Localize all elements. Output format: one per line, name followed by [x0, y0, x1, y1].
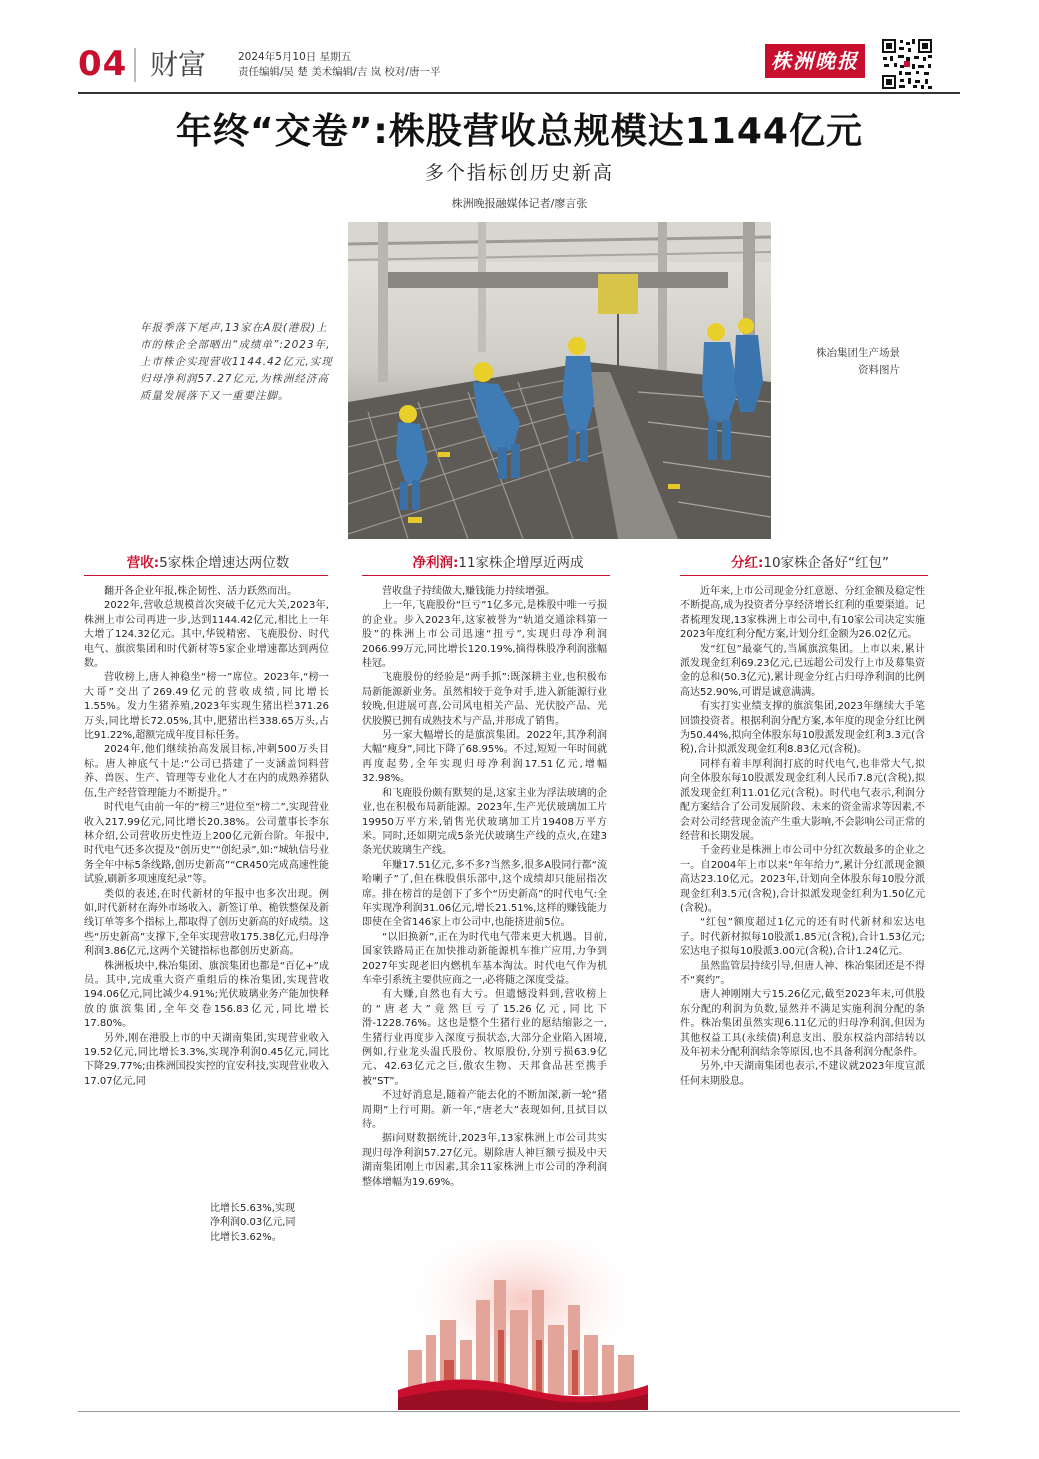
paragraph: 虽然监管层持续引导,但唐人神、株冶集团还是不得不“爽约”。 — [680, 960, 925, 986]
subheadline: 多个指标创历史新高 — [424, 162, 614, 184]
header-divider — [134, 48, 136, 82]
column-rule — [680, 575, 928, 576]
paragraph: 另外,中天湖南集团也表示,不建议就2023年度宣派任何末期股息。 — [680, 1061, 925, 1087]
factory-photo — [348, 222, 771, 539]
paragraph: 营收盘子持续做大,赚钱能力持续增强。 — [382, 586, 556, 597]
paragraph: 有大赚,自然也有大亏。但遗憾没料到,营收榜上的“唐老大”竟然巨亏了15.26亿元,同比下滑-1228.76%。这也是整个生猪行业的愿结缩影之一,生猪行业再度步入深度亏损状态,大部分企业陷入困境,例如,行业龙头温氏股份、牧原股份,分别亏损63.9亿元、42.63亿元之巨,傲农生物、天邦食品甚至携手被“ST”。 — [362, 989, 607, 1087]
section-name: 财富 — [150, 48, 207, 81]
column-header-text: 11家株企增厚近两成 — [458, 555, 584, 571]
column-header-label: 分红: — [730, 555, 764, 571]
paragraph: 同样有着丰厚利润打底的时代电气,也非常大气,拟向全体股东每10股派发现金红利人民币7.8元(含税),拟派发现金红利11.01亿元(含税)。时代电气表示,利润分配方案结合了公司发展阶段、未来的资金需求等因素,不会对公司经营现金流产生重大影响,不会影响公司正常的经营和长期发展。 — [680, 758, 925, 842]
paragraph: 另外,刚在港股上市的中天湖南集团,实现营业收入19.52亿元,同比增长3.3%,实现净利润0.45亿元,同比下降29.77%;由株洲国投实控的宜安科技,实现营业收入17.07亿元,同 — [84, 1032, 329, 1087]
byline: 株洲晚报融媒体记者/廖言张 — [451, 197, 588, 210]
paragraph: “红包”额度超过1亿元的还有时代新材和宏达电子。时代新材拟每10股派1.85元(含税),合计1.53亿元;宏达电子拟每10股派3.00元(含税),合计1.24亿元。 — [680, 917, 925, 958]
column-rule — [84, 575, 328, 576]
issue-date: 2024年5月10日 星期五 — [238, 51, 352, 63]
paragraph-tail-line: 净利润0.03亿元,同 — [210, 1217, 296, 1229]
paragraph: “以旧换新”,正在为时代电气带来更大机遇。目前,国家铁路局正在加快推动新能源机车推广应用,力争到2027年实现老旧内燃机车基本淘汰。时代电气作为机车牵引系统主要供应商之一,必将随之深度受益。 — [362, 931, 607, 986]
qr-code-icon[interactable] — [880, 37, 934, 91]
paragraph: 年赚17.51亿元,多不多?当然多,很多A股同行都“流哈喇子”了,但在株股俱乐部中,这个成绩却只能屈指次席。排在榜首的是创下了多个“历史新高”的时代电气:全年实现净利润31.06亿元,增长21.51%,这样的赚钱能力即使在全省146家上市公司中,也能挤进前5位。 — [362, 859, 607, 929]
paragraph-tail-line: 比增长5.63%,实现 — [210, 1203, 295, 1214]
page-number: 04 — [78, 44, 128, 84]
column-header-label: 净利润: — [412, 555, 459, 571]
paragraph: 另一家大幅增长的是旗滨集团。2022年,其净利润大幅“瘦身”,同比下降了68.95%。不过,短短一年时间就再度起势,全年实现归母净利润17.51亿元,增幅32.98%。 — [362, 730, 607, 785]
paragraph: 和飞鹿股份颇有默契的是,这家主业为浮法玻璃的企业,也在积极布局新能源。2023年,生产光伏玻璃加工片19950万平方米,销售光伏玻璃加工片19408万平方米。同时,还如期完成5条光伏玻璃生产线的点火,在建3条光伏玻璃生产线。 — [362, 787, 607, 857]
paragraph: 唐人神刚刚大亏15.26亿元,截至2023年末,可供股东分配的利润为负数,显然并不满足实施利润分配的条件。株冶集团虽然实现6.11亿元的归母净利润,但因为其他权益工具(永续债)利息支出、股东权益内部结转以及年初未分配利润结余等原因,也不具备利润分配条件。 — [680, 989, 925, 1058]
column-header-text: 5家株企增速达两位数 — [159, 555, 290, 571]
footer-rule — [78, 1411, 960, 1412]
paragraph: 2024年,他们继续抬高发展目标,冲刺500万头目标。唐人神底气十足:“公司已搭建了一支涵盖饲料营养、兽医、生产、管理等专业化人才在内的成熟养猪队伍,生产经营管理能力不断提升。” — [84, 744, 329, 799]
column-net-profit-body — [362, 585, 607, 1190]
column-revenue-body — [84, 585, 329, 1089]
photo-caption-credit — [790, 345, 900, 379]
paragraph: 上一年,飞鹿股份“巨亏”1亿多元,是株股中唯一亏损的企业。步入2023年,这家被誉为“轨道交通涂料第一股”的株洲上市公司迅速“扭亏”,实现归母净利润2066.99万元,同比增长120.19%,摘得株股净利润涨幅桂冠。 — [362, 600, 607, 670]
column-revenue-tail — [210, 1202, 328, 1245]
column-header-revenue — [78, 553, 338, 573]
paragraph: 类似的表述,在时代新材的年报中也多次出现。例如,时代新材在海外市场收入、新签订单、桅铁整保及新线订单等多个指标上,都取得了创历史新高的好成绩。这些“历史新高”支撑下,全年实现营收175.38亿元,归母净利润3.86亿元,这两个关键指标也都创历史新高。 — [84, 888, 329, 958]
headline: 年终“交卷”:株股营收总规模达1144亿元 — [176, 111, 863, 152]
newspaper-logo: 株洲晚报 — [765, 44, 865, 78]
paragraph: 时代电气由前一年的“榜三”进位至“榜二”,实现营业收入217.99亿元,同比增长20.38%。公司董事长李东林介绍,公司营收历史性迈上200亿元新台阶。年报中,时代电气还多次提及“创历史”“创纪录”,如:“城轨信号业务全年中标5条线路,创历史新高”“CR450完成高速性能试验,刷新多项速度纪录”等。 — [84, 802, 329, 886]
photo-caption-source: 资料图片 — [858, 364, 900, 376]
paragraph: 株洲板块中,株冶集团、旗滨集团也都是“百亿+”成员。其中,完成重大资产重组后的株冶集团,实现营收194.06亿元,同比减少4.91%;光伏玻璃业务产能加快释放的旗滨集团,全年交卷156.83亿元,同比增长17.80%。 — [84, 960, 329, 1030]
paragraph: 营收榜上,唐人神稳坐“榜一”席位。2023年,“榜一大哥”交出了269.49亿元的营收成绩,同比增长1.55%。发力生猪养殖,2023年实现生猪出栏371.26万头,同比增长72.05%,其中,肥猪出栏338.65万头,占比91.22%,超额完成年度目标任务。 — [84, 672, 329, 742]
column-header-dividend — [680, 553, 940, 573]
editor-credits: 责任编辑/吴 楚 美术编辑/吉 岚 校对/唐一平 — [238, 66, 441, 78]
paragraph: 有实打实业绩支撑的旗滨集团,2023年继续大手笔回馈投资者。根据利润分配方案,本年度的现金分红比例为50.44%,拟向全体股东每10股派发现金红利3.3元(含税),合计拟派发现金红利8.83亿元(含税)。 — [680, 701, 925, 756]
paragraph: 飞鹿股份的经验是“两手抓”:既深耕主业,也积极布局新能源新业务。虽然相较于竞争对手,进入新能源行业较晚,但进展可喜,公司风电相关产品、光伏胶产品、光伏胶膜已拥有成熟技术与产品,并形成了销售。 — [362, 672, 607, 727]
header-rule — [78, 92, 960, 94]
paragraph: 2022年,营收总规模首次突破千亿元大关,2023年,株洲上市公司再进一步,达到1144.42亿元,相比上一年大增了124.32亿元。其中,华锐精密、飞鹿股份、时代电气、旗滨集团和时代新材等5家企业增速都达到两位数。 — [84, 600, 329, 670]
column-header-net-profit — [368, 553, 628, 573]
city-skyline-illustration — [398, 1240, 648, 1410]
column-header-label: 营收: — [126, 555, 160, 571]
column-header-text: 10家株企备好“红包” — [763, 555, 890, 571]
paragraph: 不过好消息是,随着产能去化的不断加深,新一轮“猪周期”上行可期。新一年,“唐老大”表现如何,且拭目以待。 — [362, 1090, 607, 1131]
paragraph: 近年来,上市公司现金分红意愿、分红金额及稳定性不断提高,成为投资者分享经济增长红利的重要渠道。记者梳理发现,13家株洲上市公司中,有10家公司决定实施2023年度红利分配方案,计划分红金额为26.02亿元。 — [680, 586, 925, 641]
paragraph: 据i问财数据统计,2023年,13家株洲上市公司共实现归母净利润57.27亿元。剔除唐人神巨额亏损及中天湖南集团刚上市因素,其余11家株洲上市公司的净利润整体增幅为19.69%。 — [362, 1133, 607, 1188]
column-dividend-body — [680, 585, 925, 1089]
photo-caption-lead: 年报季落下尾声,13家在A股(港股)上市的株企全部晒出“成绩单”:2023年,上市株企实现营收1144.42亿元,实现归母净利润57.27亿元,为株洲经济高质量发展落下又一重要注脚。 — [140, 322, 333, 402]
paragraph: 千金药业是株洲上市公司中分红次数最多的企业之一。自2004年上市以来“年年给力”,累计分红派现金额高达23.10亿元。2023年,计划向全体股东每10股分派现金红利3.5元(含税),合计拟派发现金红利为1.50亿元(含税)。 — [680, 845, 925, 914]
paragraph: 翻开各企业年报,株企韧性、活力跃然而出。 — [104, 586, 298, 597]
photo-caption-title: 株冶集团生产场景 — [816, 347, 900, 359]
column-rule — [362, 575, 610, 576]
paragraph-tail-line: 比增长3.62%。 — [210, 1231, 282, 1243]
paragraph: 发“红包”最豪气的,当属旗滨集团。上市以来,累计派发现金红利69.23亿元,已远超公司发行上市及募集资金的总和(50.3亿元),累计现金分红占归母净利润的比例高达52.90%,可谓是诚意满满。 — [680, 643, 925, 698]
